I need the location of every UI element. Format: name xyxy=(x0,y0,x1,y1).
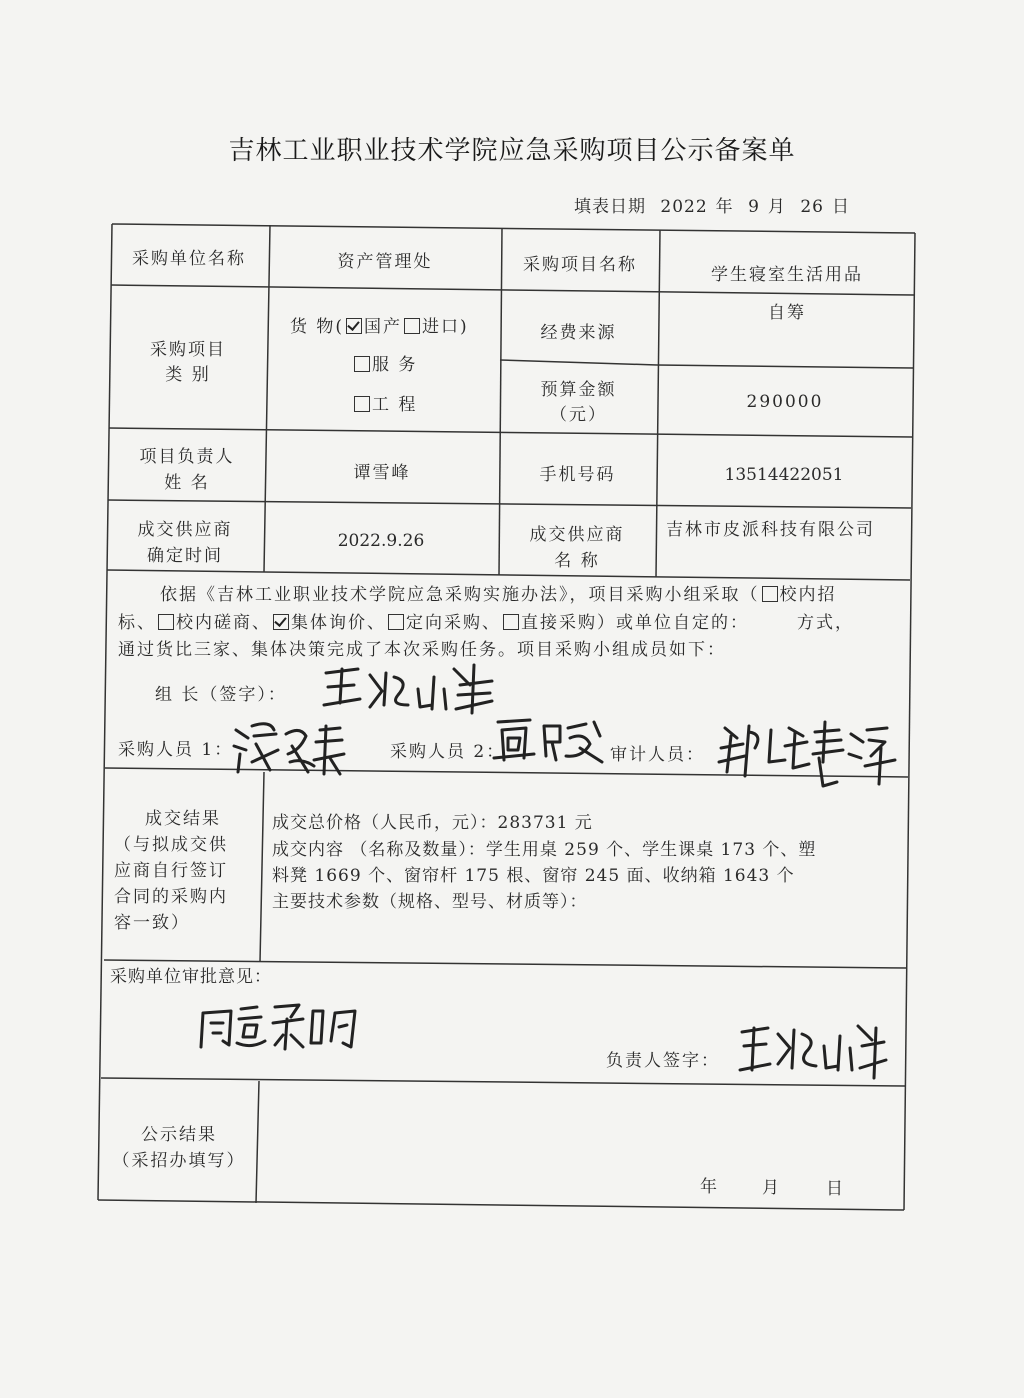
category-service xyxy=(352,350,417,375)
approver-signature xyxy=(738,1012,888,1082)
collective-inquiry-checkbox[interactable] xyxy=(273,614,289,630)
collective-inquiry-label: 集体询价、 xyxy=(291,613,386,633)
fund-source-label: 经费来源 xyxy=(540,323,617,343)
direct-purchase-label: 直接采购）或单位自定的： xyxy=(521,613,749,633)
fund-source-value: 自筹 xyxy=(768,303,806,323)
method-line-2 xyxy=(118,608,908,633)
directed-purchase-label: 定向采购、 xyxy=(406,613,501,633)
engineering-checkbox[interactable] xyxy=(354,396,370,412)
supplier-date-value: 2022.9.26 xyxy=(337,531,425,551)
category-goods-label: 货 物( xyxy=(290,317,345,337)
supplier-date-label-2: 确定时间 xyxy=(147,546,223,566)
manager-label-1: 项目负责人 xyxy=(139,447,235,467)
fill-date-year: 2022 xyxy=(660,197,708,217)
fill-date-month-unit: 月 xyxy=(767,197,786,217)
category-label-1: 采购项目 xyxy=(150,340,226,360)
budget-value: 290000 xyxy=(746,392,824,412)
buyer1-label: 采购人员 1： xyxy=(118,740,234,760)
public-day: 日 xyxy=(826,1179,845,1199)
total-price: 成交总价格（人民币，元）：283731 元 xyxy=(272,813,593,833)
supplier-name-label-1: 成交供应商 xyxy=(529,525,625,545)
budget-label-1: 预算金额 xyxy=(540,380,617,400)
tech-params: 主要技术参数（规格、型号、材质等）： xyxy=(272,892,588,912)
project-name-value: 学生寝室生活用品 xyxy=(711,265,863,285)
manager-label-2: 姓 名 xyxy=(164,473,210,493)
method-text-1: 依据《吉林工业职业技术学院应急采购实施办法》，项目采购小组采取（ xyxy=(160,585,760,605)
result-label-note-2: 应商自行签订 xyxy=(114,861,228,881)
service-label: 服 务 xyxy=(372,355,418,375)
method-text-2: 标、 xyxy=(118,613,156,633)
supplier-name-label-2: 名 称 xyxy=(554,551,600,571)
auditor-signature xyxy=(715,712,905,792)
approval-note-handwriting xyxy=(195,995,385,1055)
category-engineering xyxy=(352,390,417,415)
fill-date-month: 9 xyxy=(748,197,760,217)
service-checkbox[interactable] xyxy=(354,356,370,372)
form-title: 吉林工业职业技术学院应急采购项目公示备案单 xyxy=(228,136,796,166)
category-label-2: 类 别 xyxy=(165,365,211,385)
fill-date-label: 填表日期 xyxy=(574,197,646,217)
result-label-note-3: 合同的采购内 xyxy=(114,887,228,907)
public-year: 年 xyxy=(700,1177,719,1197)
fill-date-day-unit: 日 xyxy=(831,197,850,217)
auditor-label: 审计人员： xyxy=(610,745,705,765)
domestic-label: 国产 xyxy=(364,317,403,337)
public-month: 月 xyxy=(762,1178,781,1198)
consult-checkbox[interactable] xyxy=(158,614,174,630)
fill-date-year-unit: 年 xyxy=(715,197,734,217)
supplier-date-label-1: 成交供应商 xyxy=(137,520,233,540)
manager-value: 谭雪峰 xyxy=(353,463,411,483)
result-label-note-4: 容一致） xyxy=(114,913,190,933)
public-label-1: 公示结果 xyxy=(141,1125,217,1145)
deal-content-1: 成交内容 （名称及数量）：学生用桌 259 个、学生课桌 173 个、塑 xyxy=(272,840,817,860)
fill-date-day: 26 xyxy=(800,197,824,217)
directed-purchase-checkbox[interactable] xyxy=(388,614,404,630)
project-name-label: 采购项目名称 xyxy=(523,255,637,275)
engineering-label: 工 程 xyxy=(372,395,418,415)
method-text-3: 通过货比三家、集体决策完成了本次采购任务。项目采购小组成员如下： xyxy=(118,640,726,660)
result-label-note-1: （与拟成交供 xyxy=(114,835,228,855)
leader-signature-label: 组 长（签字）： xyxy=(155,685,287,705)
budget-label-2: （元） xyxy=(550,405,607,425)
imported-label: 进口) xyxy=(422,317,469,337)
bid-checkbox[interactable] xyxy=(762,586,778,602)
buyer2-signature xyxy=(490,708,610,768)
consult-label: 校内磋商、 xyxy=(176,613,271,633)
purchasing-unit-label: 采购单位名称 xyxy=(132,249,246,269)
purchasing-unit-value: 资产管理处 xyxy=(337,252,433,272)
bid-label: 校内招 xyxy=(779,585,837,605)
phone-value: 13514422051 xyxy=(724,465,844,485)
imported-checkbox[interactable] xyxy=(404,318,420,334)
supplier-name-value: 吉林市皮派科技有限公司 xyxy=(666,520,875,540)
deal-content-2: 料凳 1669 个、窗帘杆 175 根、窗帘 245 面、收纳箱 1643 个 xyxy=(272,866,795,886)
domestic-checkbox[interactable] xyxy=(346,318,362,334)
method-suffix: 方式， xyxy=(797,613,854,633)
buyer2-label: 采购人员 2： xyxy=(390,742,506,762)
approval-label: 采购单位审批意见： xyxy=(110,967,272,987)
category-goods xyxy=(290,312,469,337)
direct-purchase-checkbox[interactable] xyxy=(503,614,519,630)
public-label-2: （采招办填写） xyxy=(112,1151,246,1171)
phone-label: 手机号码 xyxy=(539,465,616,485)
approver-label: 负责人签字： xyxy=(606,1051,720,1071)
result-label-title: 成交结果 xyxy=(145,809,221,829)
method-line-1 xyxy=(160,580,910,605)
leader-signature xyxy=(320,655,500,715)
buyer1-signature xyxy=(230,710,350,780)
